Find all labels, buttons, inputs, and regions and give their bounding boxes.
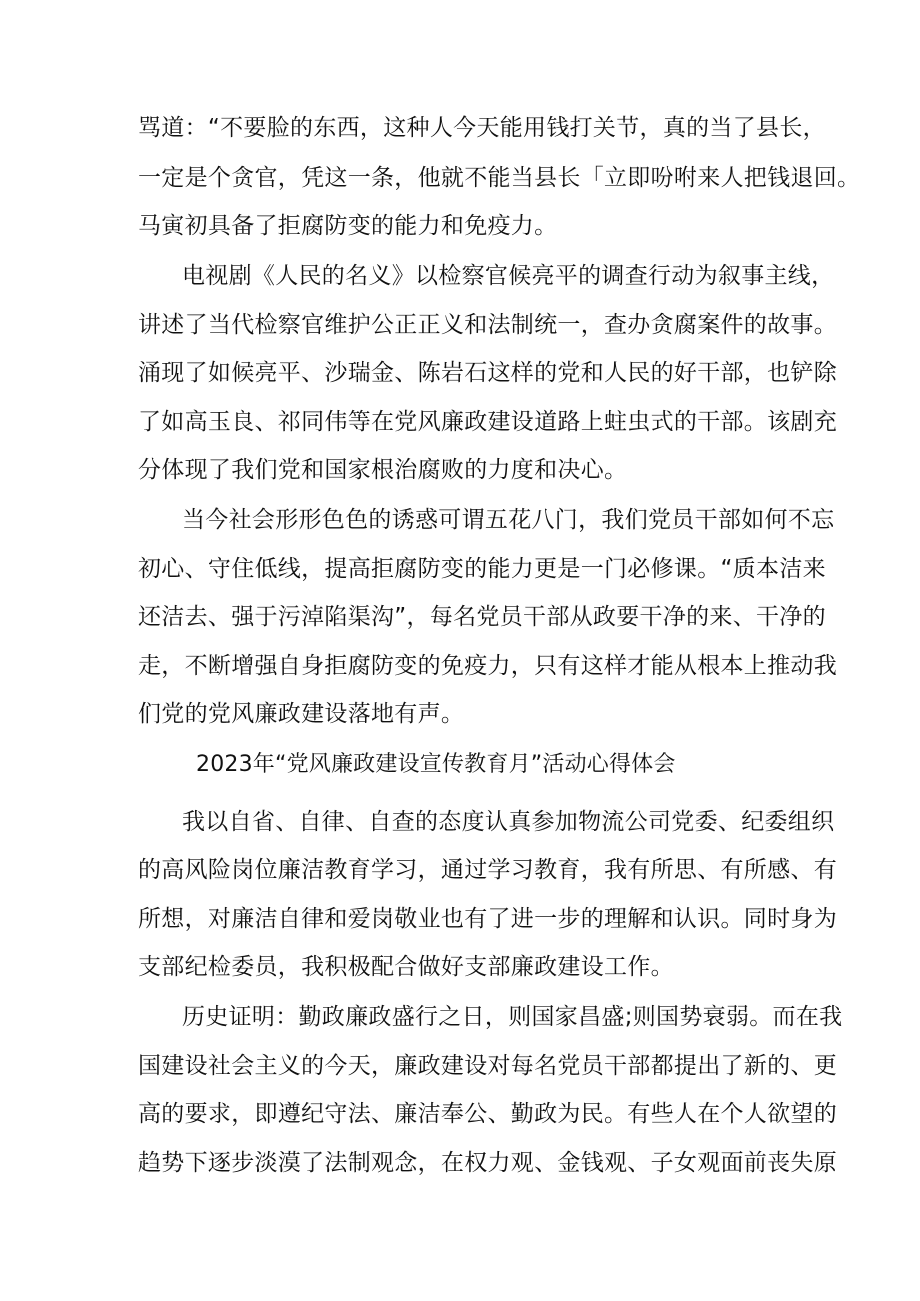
paragraph-line: 们党的党风廉政建设落地有声。 — [138, 701, 465, 727]
paragraph-line: 高的要求，即遵纪守法、廉洁奉公、勤政为民。有些人在个人欲望的 — [138, 1101, 837, 1127]
paragraph-line: 国建设社会主义的今天，廉政建设对每名党员干部都提出了新的、更 — [138, 1053, 837, 1079]
paragraph-line: 历史证明：勤政廉政盛行之日，则国家昌盛;则国势衰弱。而在我 — [182, 1004, 843, 1030]
paragraph-line: 了如高玉良、祁同伟等在党风廉政建设道路上蛀虫式的干部。该剧充 — [138, 409, 837, 435]
paragraph-line: 支部纪检委员，我积极配合做好支部廉政建设工作。 — [138, 954, 674, 980]
paragraph-line: 一定是个贪官，凭这一条，他就不能当县长「立即吩咐来人把钱退回。 — [138, 165, 861, 191]
paragraph-line: 分体现了我们党和国家根治腐败的力度和决心。 — [138, 457, 628, 483]
paragraph-line: 初心、守住低线，提高拒腐防变的能力更是一门必修课。“质本洁来 — [138, 556, 826, 582]
paragraph-line: 我以自省、自律、自查的态度认真参加物流公司党委、纪委组织 — [182, 809, 835, 835]
paragraph-line: 还洁去、强于污淖陷渠沟”，每名党员干部从政要干净的来、干净的 — [138, 604, 826, 630]
paragraph-line: 所想，对廉洁自律和爱岗敬业也有了进一步的理解和认识。同时身为 — [138, 906, 837, 932]
paragraph-line: 当今社会形形色色的诱惑可谓五花八门，我们党员干部如何不忘 — [182, 507, 835, 533]
section-title: 2023年“党风廉政建设宣传教育月”活动心得体会 — [196, 752, 676, 777]
paragraph-line: 趋势下逐步淡漠了法制观念，在权力观、金钱观、子女观面前丧失原 — [138, 1150, 837, 1176]
paragraph-line: 走，不断增强自身拒腐防变的免疫力，只有这样才能从根本上推动我 — [138, 653, 837, 679]
paragraph-line: 涌现了如候亮平、沙瑞金、陈岩石这样的党和人民的好干部，也铲除 — [138, 360, 837, 386]
paragraph-line: 的高风险岗位廉洁教育学习，通过学习教育，我有所思、有所感、有 — [138, 857, 837, 883]
paragraph-line: 骂道：“不要脸的东西，这种人今天能用钱打关节，真的当了县长， — [138, 115, 826, 141]
paragraph-line: 电视剧《人民的名义》以检察官候亮平的调查行动为叙事主线， — [182, 263, 835, 289]
paragraph-line: 马寅初具备了拒腐防变的能力和免疫力。 — [138, 213, 558, 239]
paragraph-line: 讲述了当代检察官维护公正正义和法制统一，查办贪腐案件的故事。 — [138, 312, 837, 338]
